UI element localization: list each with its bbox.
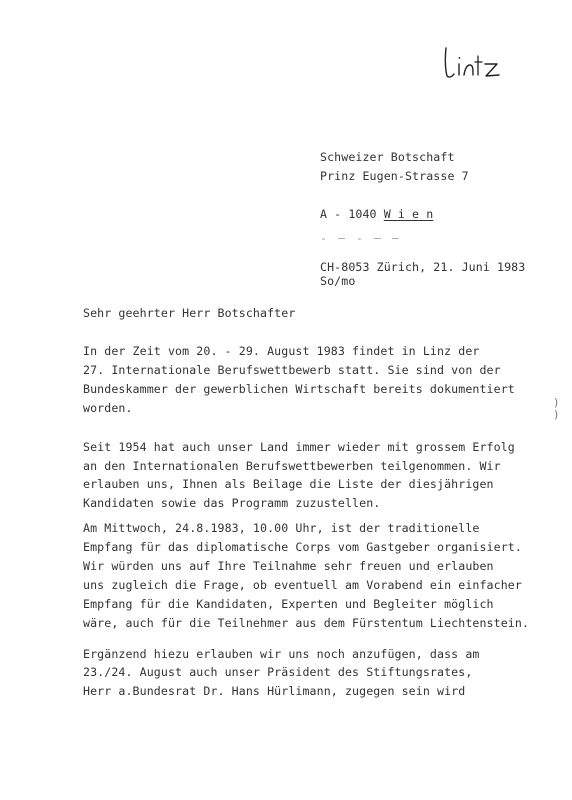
date-line: CH-8053 Zürich, 21. Juni 1983 <box>320 260 526 274</box>
paragraph-line: Empfang für die Kandidaten, Experten und Begleiter möglich <box>83 597 494 611</box>
handwritten-note <box>440 40 510 85</box>
margin-mark: ) <box>553 396 560 409</box>
paragraph-line: In der Zeit vom 20. - 29. August 1983 findet in Linz der <box>83 344 480 358</box>
margin-mark: ) <box>553 408 560 421</box>
paragraph-line: worden. <box>83 401 133 415</box>
paragraph-line: 23./24. August auch unser Präsident des Stiftungsrates, <box>83 665 473 679</box>
city-name: W i e n <box>383 207 434 221</box>
paragraph-line: Am Mittwoch, 24.8.1983, 10.00 Uhr, ist der traditionelle <box>83 521 480 535</box>
reference-code: So/mo <box>320 274 356 288</box>
paragraph-line: Bundeskammer der gewerblichen Wirtschaft bereits dokumentiert <box>83 382 515 396</box>
paragraph-line: erlauben uns, Ihnen als Beilage die Liste der diesjährigen <box>83 477 494 491</box>
paragraph-line: Kandidaten sowie das Programm zuzustellen. <box>83 496 381 510</box>
salutation: Sehr geehrter Herr Botschafter <box>83 306 296 320</box>
recipient-name: Schweizer Botschaft <box>320 150 455 164</box>
paragraph-line: an den Internationalen Berufswettbewerben teilgenommen. Wir <box>83 459 501 473</box>
postal-code: A - 1040 <box>320 207 384 221</box>
faint-line: - — - — — <box>320 231 401 245</box>
paragraph-line: Ergänzend hiezu erlauben wir uns noch anzufügen, dass am <box>83 647 480 661</box>
recipient-city <box>320 207 433 221</box>
paragraph-line: uns zugleich die Frage, ob eventuell am Vorabend ein einfacher <box>83 578 522 592</box>
paragraph-line: Empfang für das diplomatische Corps vom Gastgeber organisiert. <box>83 540 522 554</box>
paragraph-line: Seit 1954 hat auch unser Land immer wieder mit grossem Erfolg <box>83 440 515 454</box>
paragraph-line: Herr a.Bundesrat Dr. Hans Hürlimann, zugegen sein wird <box>83 684 466 698</box>
paragraph-line: wäre, auch für die Teilnehmer aus dem Fürstentum Liechtenstein. <box>83 616 530 630</box>
paragraph-line: 27. Internationale Berufswettbewerb statt. Sie sind von der <box>83 363 501 377</box>
paragraph-line: Wir würden uns auf Ihre Teilnahme sehr freuen und erlauben <box>83 559 494 573</box>
recipient-street: Prinz Eugen-Strasse 7 <box>320 169 469 183</box>
